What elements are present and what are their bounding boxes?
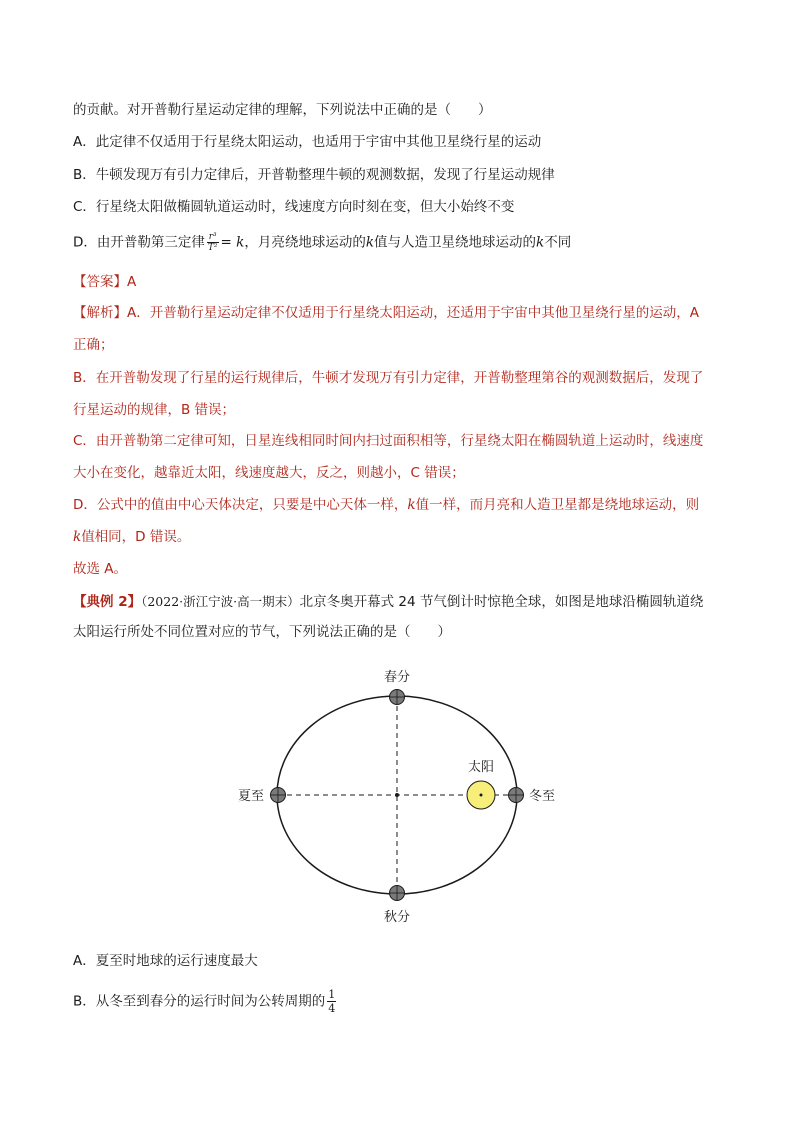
- analysis-line-7-end: 值一样，而月亮和人造卫星都是绕地球运动，则: [415, 497, 700, 513]
- quarter-fraction: [327, 988, 336, 1015]
- k-symbol: k: [536, 234, 545, 251]
- q1-option-d-prefix: D．由开普勒第三定律: [73, 234, 205, 251]
- fraction-numerator: 1: [328, 988, 336, 1001]
- fraction-numerator: r³: [208, 232, 217, 242]
- analysis-line-4: 行星运动的规律，B 错误；: [73, 402, 236, 418]
- q1-option-d-mid: ，月亮绕地球运动的: [244, 234, 366, 251]
- q2-option-b-text: B．从冬至到春分的运行时间为公转周期的: [73, 993, 326, 1010]
- example-2-text-1: 北京冬奥开幕式 24 节气倒计时惊艳全球，如图是地球沿椭圆轨道绕: [299, 594, 704, 610]
- earth-autumn-equinox: [390, 886, 405, 901]
- analysis-line-7-text: D．公式中的值由中心天体决定，只要是中心天体一样，: [73, 497, 408, 513]
- q1-option-d: [73, 232, 571, 253]
- fraction-denominator: 4: [328, 1002, 336, 1015]
- q2-option-a: A．夏至时地球的运行速度最大: [73, 953, 258, 969]
- q1-option-b: B．牛顿发现万有引力定律后，开普勒整理牛顿的观测数据，发现了行星运动规律: [73, 167, 555, 183]
- analysis-text: A．开普勒行星运动定律不仅适用于行星绕太阳运动，还适用于宇宙中其他卫星绕行星的运动，A: [127, 305, 699, 321]
- equation-rhs: = k: [220, 234, 245, 251]
- label-spring-equinox: 春分: [383, 670, 411, 685]
- example-2-line-1: [73, 592, 703, 612]
- q1-option-d-mid2: 值与人造卫星绕地球运动的: [374, 234, 537, 251]
- label-autumn-equinox: 秋分: [383, 910, 411, 925]
- example-2-line-2: 太阳运行所处不同位置对应的节气，下列说法正确的是（ ）: [73, 624, 451, 640]
- analysis-line-2: 正确；: [73, 337, 114, 353]
- sun-icon: [467, 781, 495, 809]
- analysis-line-7: [73, 495, 699, 515]
- example-2-source: （2022·浙江宁波·高一期末）: [141, 594, 300, 609]
- orbit-center-dot: [395, 793, 399, 797]
- example-2-label: 【典例 2】: [73, 594, 142, 610]
- k-symbol: k: [407, 497, 416, 513]
- k-symbol: k: [365, 234, 375, 251]
- elliptical-orbit: [277, 696, 517, 894]
- answer-line: [73, 272, 136, 292]
- label-sun: 太阳: [467, 760, 495, 775]
- analysis-line-8: [73, 527, 190, 547]
- label-winter-solstice: 冬至: [529, 789, 556, 804]
- q1-option-c: C．行星绕太阳做椭圆轨道运动时，线速度方向时刻在变，但大小始终不变: [73, 199, 515, 215]
- analysis-line-1: [73, 303, 699, 323]
- earth-summer-solstice: [271, 788, 286, 803]
- q1-option-a: A．此定律不仅适用于行星绕太阳运动，也适用于宇宙中其他卫星绕行星的运动: [73, 134, 542, 150]
- q1-option-d-end: 不同: [544, 234, 572, 251]
- k-symbol: k: [73, 529, 82, 545]
- analysis-line-3: B．在开普勒发现了行星的运行规律后，牛顿才发现万有引力定律，开普勒整理第谷的观测数据后，发现了: [73, 370, 704, 386]
- label-summer-solstice: 夏至: [237, 789, 264, 804]
- answer-value: A: [127, 274, 137, 290]
- q1-stem-end: 的贡献。对开普勒行星运动定律的理解，下列说法中正确的是（ ）: [73, 102, 492, 118]
- kepler-third-law-fraction: [207, 232, 219, 253]
- analysis-label: 【解析】: [73, 305, 127, 321]
- analysis-line-6: 大小在变化，越靠近太阳，线速度越大，反之，则越小，C 错误；: [73, 465, 465, 481]
- analysis-conclusion: 故选 A。: [73, 561, 128, 577]
- fraction-denominator: T²: [207, 243, 218, 253]
- analysis-line-5: C．由开普勒第二定律可知，日星连线相同时间内扫过面积相等，行星绕太阳在椭圆轨道上运动时，线速度: [73, 433, 704, 449]
- analysis-line-8-end: 值相同，D 错误。: [81, 529, 191, 545]
- earth-winter-solstice: [509, 788, 524, 803]
- q2-option-b: [73, 988, 338, 1015]
- earth-spring-equinox: [390, 690, 405, 705]
- sun-center-dot: [480, 794, 483, 797]
- answer-label: 【答案】: [73, 274, 127, 290]
